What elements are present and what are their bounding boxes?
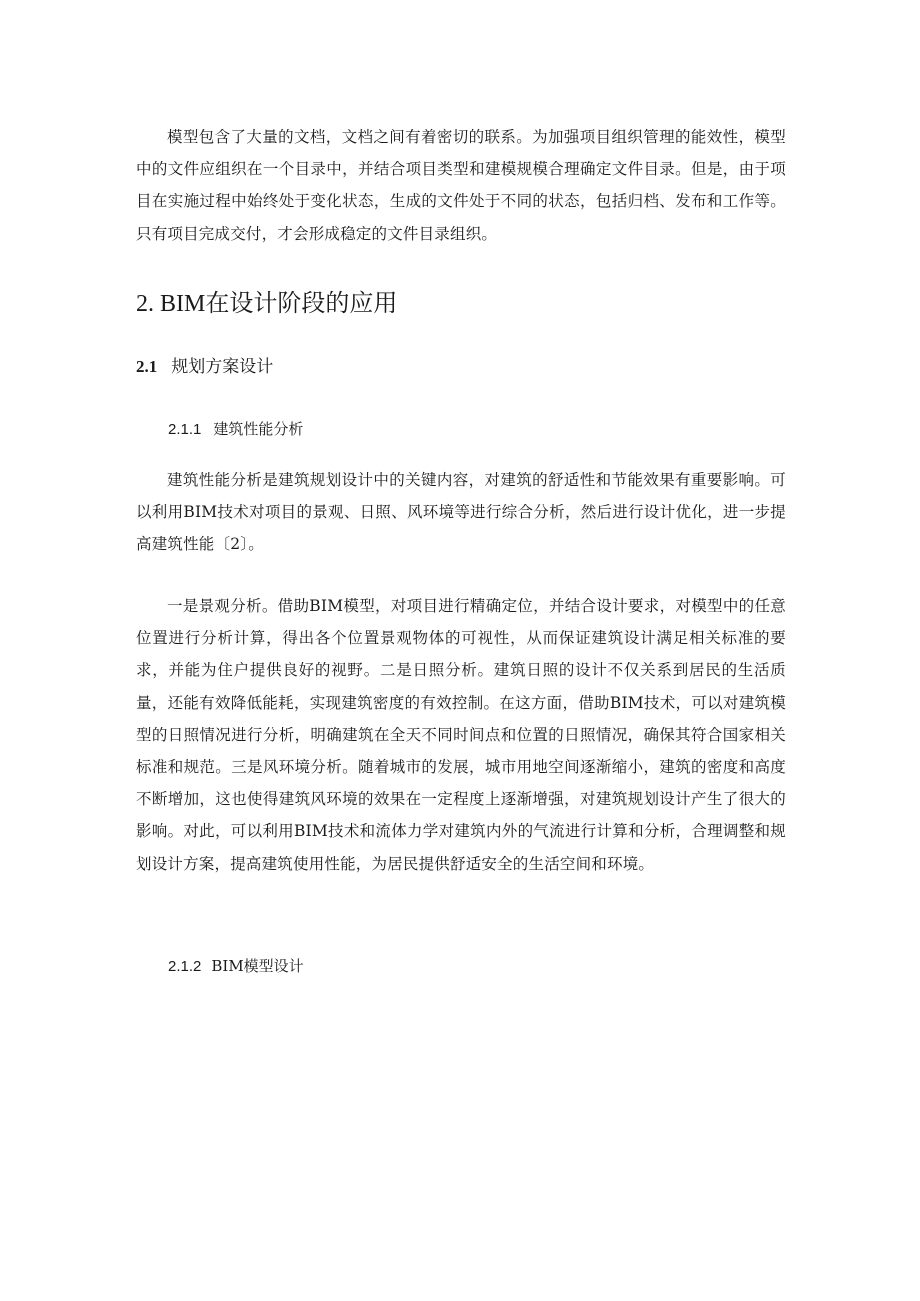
subsubsection-heading-2-1-2: [168, 955, 304, 978]
paragraph-file-organization: 模型包含了大量的文档，文档之间有着密切的联系。为加强项目组织管理的能效性，模型中的文件应组织在一个目录中，并结合项目类型和建模规模合理确定文件目录。但是，由于项目在实施过程中始终处于变化状态，生成的文件处于不同的状态，包括归档、发布和工作等。只有项目完成交付，才会形成稳定的文件目录组织。: [136, 128, 786, 243]
section-heading-2: [136, 289, 397, 319]
paragraph-analysis-details: 一是景观分析。借助BIM模型，对项目进行精确定位，并结合设计要求，对模型中的任意位置进行分析计算，得出各个位置景观物体的可视性，从而保证建筑设计满足相关标准的要求，并能为住户提供良好的视野。二是日照分析。建筑日照的设计不仅关系到居民的生活质量，还能有效降低能耗，实现建筑密度的有效控制。在这方面，借助BIM技术，可以对建筑模型的日照情况进行分析，明确建筑在全天不同时间点和位置的日照情况，确保其符合国家相关标准和规范。三是风环境分析。随着城市的发展，城市用地空间逐渐缩小，建筑的密度和高度不断增加，这也使得建筑风环境的效果在一定程度上逐渐增强，对建筑规划设计产生了很大的影响。对此，可以利用BIM技术和流体力学对建筑内外的气流进行计算和分析，合理调整和规划设计方案，提高建筑使用性能，为居民提供舒适安全的生活空间和环境。: [136, 597, 786, 873]
subsection-number: 2.1: [136, 357, 158, 376]
subsubsection-title: BIM模型设计: [211, 957, 304, 975]
subsubsection-number: 2.1.2: [168, 958, 202, 975]
paragraph-performance-analysis: 建筑性能分析是建筑规划设计中的关键内容，对建筑的舒适性和节能效果有重要影响。可以利用BIM技术对项目的景观、日照、风环境等进行综合分析，然后进行设计优化，进一步提高建筑性能〔2〕。: [136, 471, 786, 554]
subsection-heading-2-1: [136, 355, 273, 379]
subsubsection-title: 建筑性能分析: [213, 420, 304, 438]
subsection-title: 规划方案设计: [171, 357, 274, 377]
subsubsection-heading-2-1-1: [168, 418, 303, 441]
subsubsection-number: 2.1.1: [168, 421, 202, 438]
section-title: BIM在设计阶段的应用: [160, 291, 398, 317]
section-number: 2.: [136, 291, 154, 317]
